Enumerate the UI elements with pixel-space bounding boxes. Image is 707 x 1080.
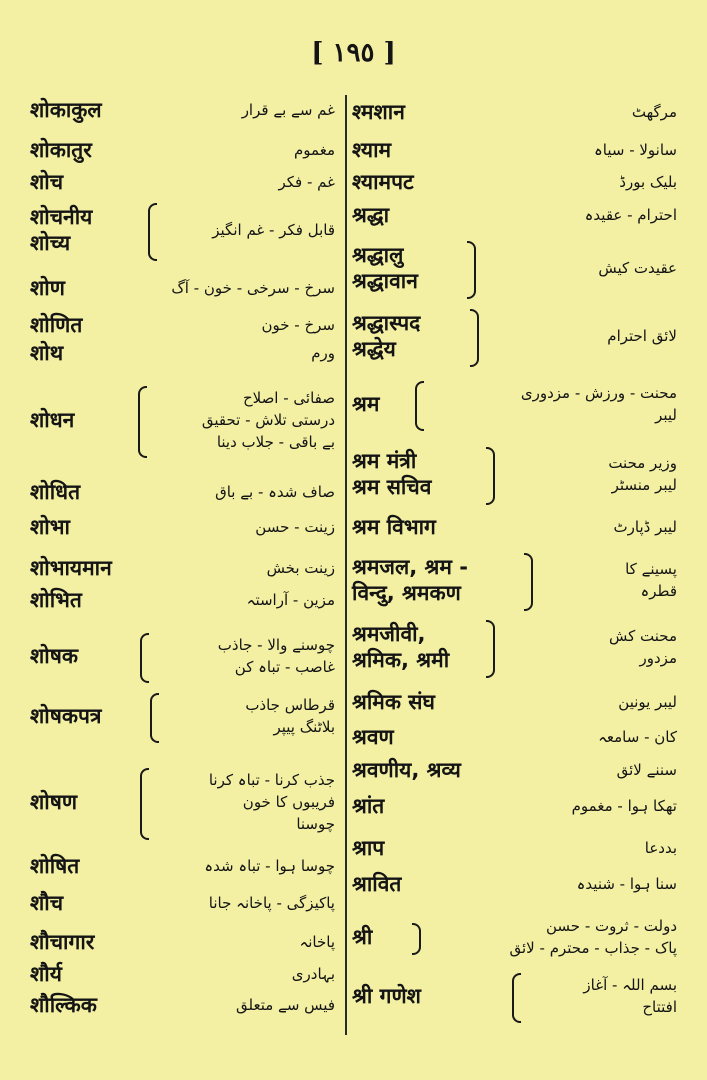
headword-line: श्रांत [352, 794, 385, 818]
meaning-line: غم سے بے قرار [241, 101, 335, 119]
meaning-line: عقیدت کیش [598, 259, 677, 277]
headword [30, 555, 112, 581]
headword-line: श्रमिक संघ [352, 690, 435, 714]
meaning [209, 892, 335, 914]
headword-line: शोकातुर [30, 138, 92, 162]
headword [30, 312, 82, 338]
brace [412, 923, 421, 955]
meaning [577, 873, 677, 895]
meaning [247, 589, 335, 611]
meaning [618, 691, 677, 713]
headword [30, 204, 92, 256]
meaning-line: سانولا - سیاہ [593, 141, 677, 159]
meaning-line: محنت کش [608, 627, 677, 645]
meaning-line: احترام - عقیدہ [584, 206, 677, 224]
meaning [632, 101, 677, 123]
headword [352, 99, 405, 125]
meaning-line: مزدور [639, 649, 677, 667]
meaning [245, 694, 335, 738]
meaning-line: درستی تلاش - تحقیق [201, 411, 335, 429]
headword-line: श्रमिक, श्रमी [352, 648, 450, 672]
headword-line: शोभित [30, 588, 82, 612]
headword-line: श्रम [352, 392, 380, 416]
meaning [267, 557, 335, 579]
meaning-line: فیس سے متعلق [236, 996, 335, 1014]
headword-line: श्रवणीय, श्रव्य [352, 758, 461, 782]
meaning [215, 481, 335, 503]
headword-line: विन्दु, श्रमकण [352, 581, 461, 605]
headword-line: श्रमजीवी, [352, 622, 426, 646]
meaning-line: افتتاح [642, 998, 677, 1016]
headword-line: श्याम [352, 138, 392, 162]
headword-line: श्रद्धावान [352, 269, 418, 293]
headword [352, 554, 468, 606]
meaning-line: قرطاس جاذب [245, 696, 335, 714]
meaning [255, 516, 335, 538]
headword-line: शोथ [30, 341, 64, 365]
meaning [614, 516, 677, 538]
headword [352, 793, 384, 819]
headword [352, 924, 372, 950]
headword-line: शोषक [30, 644, 78, 668]
headword [352, 514, 436, 540]
headword-line: श्रद्धा [352, 203, 390, 227]
meaning [218, 634, 335, 678]
meaning-line: بلاٹنگ پیپر [273, 718, 335, 736]
headword-line: श्रावित [352, 872, 402, 896]
headword [352, 871, 401, 897]
meaning [619, 171, 677, 193]
meaning-line: ورم [311, 344, 335, 362]
headword-line: श्रद्धालु [352, 243, 404, 267]
meaning-line: بہادری [291, 965, 335, 983]
meaning-line: چوسنے والا - جاذب [217, 636, 335, 654]
brace [415, 381, 424, 431]
meaning-line: محنت - ورزش - مزدوری [520, 384, 677, 402]
brace [467, 241, 476, 299]
headword-line: श्रवण [352, 725, 394, 749]
meaning [608, 452, 677, 496]
headword-line: शोषकपत्र [30, 704, 102, 728]
headword [352, 835, 384, 861]
meaning [171, 277, 335, 299]
meaning [617, 759, 677, 781]
headword [352, 448, 431, 500]
brace [148, 203, 157, 261]
meaning [598, 257, 677, 279]
meaning-line: دولت - ثروت - حسن [545, 917, 677, 935]
headword-line: शोधन [30, 408, 75, 432]
meaning-line: چوسا ہوا - تباہ شدہ [204, 857, 335, 875]
headword [30, 340, 63, 366]
meaning [625, 558, 677, 602]
meaning [292, 963, 335, 985]
meaning-line: مزین - آراستہ [246, 591, 335, 609]
meaning-line: چوسنا [296, 815, 335, 833]
meaning-line: تھکا ہوا - مغموم [571, 797, 677, 815]
meaning-line: پاخانہ [299, 933, 335, 951]
meaning-line: لیبر ڈپارٹ [613, 518, 677, 536]
meaning-line: بلیک بورڈ [619, 173, 677, 191]
headword [352, 137, 391, 163]
meaning [645, 837, 677, 859]
headword [30, 514, 70, 540]
headword-line: श्राप [352, 836, 385, 860]
headword [30, 703, 102, 729]
meaning-line: مرگھٹ [631, 103, 677, 121]
meaning [204, 855, 335, 877]
headword-line: शोभायमान [30, 556, 112, 580]
brace [138, 386, 147, 458]
headword-line: शोच्य [30, 231, 71, 255]
meaning [521, 382, 677, 426]
meaning [510, 915, 678, 959]
meaning [311, 342, 335, 364]
meaning [294, 139, 335, 161]
meaning [607, 325, 677, 347]
meaning-line: سرخ - خون [261, 316, 335, 334]
meaning [585, 204, 677, 226]
headword-line: श्रम मंत्री [352, 449, 417, 473]
meaning-line: بے باقی - جلاب دینا [216, 433, 335, 451]
meaning [609, 625, 677, 669]
meaning-line: پاکیزگی - پاخانہ جانا [208, 894, 335, 912]
headword-line: शोण [30, 276, 65, 300]
headword [30, 643, 78, 669]
brace [486, 620, 495, 678]
meaning-line: پسینے کا [625, 560, 677, 578]
headword-line: श्यामपट [352, 170, 414, 194]
meaning-line: سرخ - سرخی - خون - آگ [171, 279, 335, 297]
meaning [202, 387, 335, 453]
meaning-line: لائق احترام [607, 327, 677, 345]
meaning [212, 219, 335, 241]
brace [140, 768, 149, 840]
headword [30, 890, 63, 916]
column-divider [345, 95, 347, 1035]
headword [352, 689, 435, 715]
headword [352, 202, 389, 228]
meaning-line: بسم اللہ - آغاز [583, 976, 677, 994]
meaning-line: وزیر محنت [608, 454, 677, 472]
headword [30, 992, 97, 1018]
brace [512, 973, 521, 1023]
headword-line: श्रद्धास्पद [352, 311, 421, 335]
headword [352, 310, 420, 362]
meaning-line: زینت بخش [266, 559, 335, 577]
headword [30, 97, 102, 123]
headword [30, 853, 79, 879]
meaning-line: زینت - حسن [255, 518, 335, 536]
headword [352, 621, 449, 673]
headword [352, 983, 421, 1009]
headword [352, 169, 414, 195]
meaning [261, 314, 335, 336]
meaning [572, 795, 677, 817]
brace [486, 447, 495, 505]
meaning-line: پاک - جذاب - محترم - لائق [509, 939, 677, 957]
headword-line: शोषण [30, 790, 78, 814]
headword [352, 724, 394, 750]
headword-line: शोणित [30, 313, 83, 337]
headword-line: शोकाकुल [30, 98, 102, 122]
headword-line: शोच [30, 170, 64, 194]
meaning-line: مغموم [294, 141, 335, 159]
meaning-line: لیبر [655, 406, 677, 424]
meaning-line: فریبوں کا خون [242, 793, 335, 811]
headword [30, 407, 74, 433]
headword-line: श्रद्धेय [352, 337, 396, 361]
meaning-line: قطرہ [640, 582, 677, 600]
headword [30, 789, 77, 815]
meaning [583, 974, 677, 1018]
headword-line: शौचागार [30, 930, 95, 954]
meaning [209, 769, 335, 835]
headword-line: शोभा [30, 515, 70, 539]
brace [140, 633, 149, 683]
headword [30, 137, 92, 163]
meaning-line: غم - فکر [278, 173, 335, 191]
brace [470, 309, 479, 367]
meaning-line: سنا ہوا - شنیدہ [576, 875, 677, 893]
headword-line: श्रम सचिव [352, 475, 432, 499]
meaning-line: صاف شدہ - بے باق [215, 483, 335, 501]
meaning [278, 171, 335, 193]
headword-line: श्रम विभाग [352, 515, 436, 539]
headword [30, 479, 80, 505]
meaning-line: لیبر منسٹر [611, 476, 677, 494]
headword-line: शोषित [30, 854, 80, 878]
headword [352, 757, 461, 783]
headword-line: शौच [30, 891, 64, 915]
meaning-line: سننے لائق [616, 761, 677, 779]
headword [352, 391, 379, 417]
meaning [242, 99, 335, 121]
headword-line: शोधित [30, 480, 81, 504]
meaning [594, 139, 677, 161]
meaning-line: کان - سامعہ [598, 728, 677, 746]
headword-line: शौर्य [30, 962, 62, 986]
meaning-line: غاصب - تباہ کن [234, 658, 335, 676]
headword [30, 169, 63, 195]
headword-line: शौल्किक [30, 993, 97, 1017]
meaning-line: قابل فکر - غم انگیز [212, 221, 335, 239]
brace [150, 693, 159, 743]
meaning-line: بددعا [644, 839, 677, 857]
headword-line: श्री [352, 925, 373, 949]
headword [30, 961, 62, 987]
meaning-line: جذب کرنا - تباہ کرنا [208, 771, 335, 789]
headword [352, 242, 418, 294]
brace [524, 553, 533, 611]
meaning [236, 994, 335, 1016]
meaning-line: لیبر یونین [618, 693, 677, 711]
meaning-line: صفائی - اصلاح [242, 389, 335, 407]
headword-line: श्री गणेश [352, 984, 421, 1008]
headword [30, 929, 94, 955]
headword-line: श्मशान [352, 100, 405, 124]
meaning [598, 726, 677, 748]
page-number: [ ١٩٥ ] [311, 38, 396, 68]
headword-line: श्रमजल, श्रम - [352, 555, 468, 579]
headword [30, 275, 65, 301]
headword-line: शोचनीय [30, 205, 93, 229]
meaning [299, 931, 335, 953]
headword [30, 587, 82, 613]
